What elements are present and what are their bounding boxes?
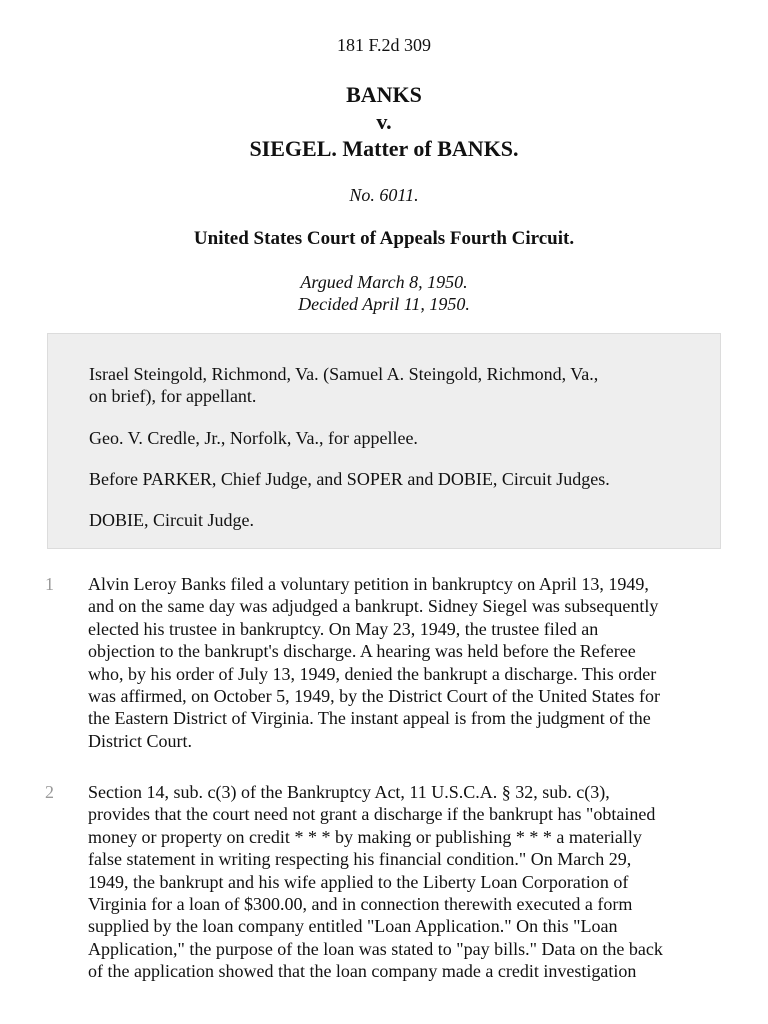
text-line: provides that the court need not grant a discharge if the bankrupt has "obtained — [88, 804, 656, 825]
text-line: money or property on credit * * * by making or publishing * * * a materially — [88, 826, 642, 847]
docket-number: No. 6011. — [349, 185, 419, 205]
opinion-author: DOBIE, Circuit Judge. — [89, 510, 254, 530]
text-line: supplied by the loan company entitled "Loan Application." On this "Loan — [88, 916, 618, 937]
decided-date: Decided April 11, 1950. — [298, 294, 470, 314]
court-name: United States Court of Appeals Fourth Circuit. — [193, 228, 575, 249]
text-line: and on the same day was adjudged a bankrupt. Sidney Siegel was subsequently — [88, 596, 659, 617]
case-title-party1: BANKS — [346, 82, 422, 107]
case-dates — [0, 271, 768, 315]
text-line: 1949, the bankrupt and his wife applied to the Liberty Loan Corporation of — [88, 871, 629, 892]
counsel-line: on brief), for appellant. — [89, 386, 257, 406]
text-line: Application," the purpose of the loan was stated to "pay bills." Data on the back — [88, 938, 663, 959]
counsel-appellee: Geo. V. Credle, Jr., Norfolk, Va., for appellee. — [89, 428, 418, 448]
argued-date: Argued March 8, 1950. — [300, 272, 468, 292]
text-line: District Court. — [88, 730, 192, 751]
paragraph-number: 2 — [45, 782, 54, 802]
case-title-party2: SIEGEL. Matter of BANKS. — [249, 136, 519, 161]
panel: Before PARKER, Chief Judge, and SOPER and DOBIE, Circuit Judges. — [89, 469, 610, 489]
citation: 181 F.2d 309 — [336, 35, 432, 55]
text-line: of the application showed that the loan company made a credit investigation — [88, 961, 637, 982]
text-line: objection to the bankrupt's discharge. A hearing was held before the Referee — [88, 641, 636, 662]
paragraph-number: 1 — [45, 574, 54, 594]
text-line: the Eastern District of Virginia. The instant appeal is from the judgment of the — [88, 708, 651, 729]
case-title-versus: v. — [376, 109, 392, 134]
text-line: was affirmed, on October 5, 1949, by the District Court of the United States for — [88, 686, 661, 707]
text-line: false statement in writing respecting his financial condition." On March 29, — [88, 849, 632, 870]
text-line: Section 14, sub. c(3) of the Bankruptcy Act, 11 U.S.C.A. § 32, sub. c(3), — [88, 782, 610, 802]
text-line: elected his trustee in bankruptcy. On May 23, 1949, the trustee filed an — [88, 618, 599, 639]
paragraph-text — [88, 781, 663, 983]
text-line: who, by his order of July 13, 1949, denied the bankrupt a discharge. This order — [88, 663, 657, 684]
text-line: Virginia for a loan of $300.00, and in connection therewith executed a form — [88, 894, 633, 915]
case-header-box — [47, 333, 721, 549]
counsel-appellant — [89, 363, 598, 407]
text-line: Alvin Leroy Banks filed a voluntary petition in bankruptcy on April 13, 1949, — [88, 574, 649, 594]
paragraph-text — [88, 573, 660, 752]
counsel-line: Israel Steingold, Richmond, Va. (Samuel A. Steingold, Richmond, Va., — [89, 364, 599, 384]
